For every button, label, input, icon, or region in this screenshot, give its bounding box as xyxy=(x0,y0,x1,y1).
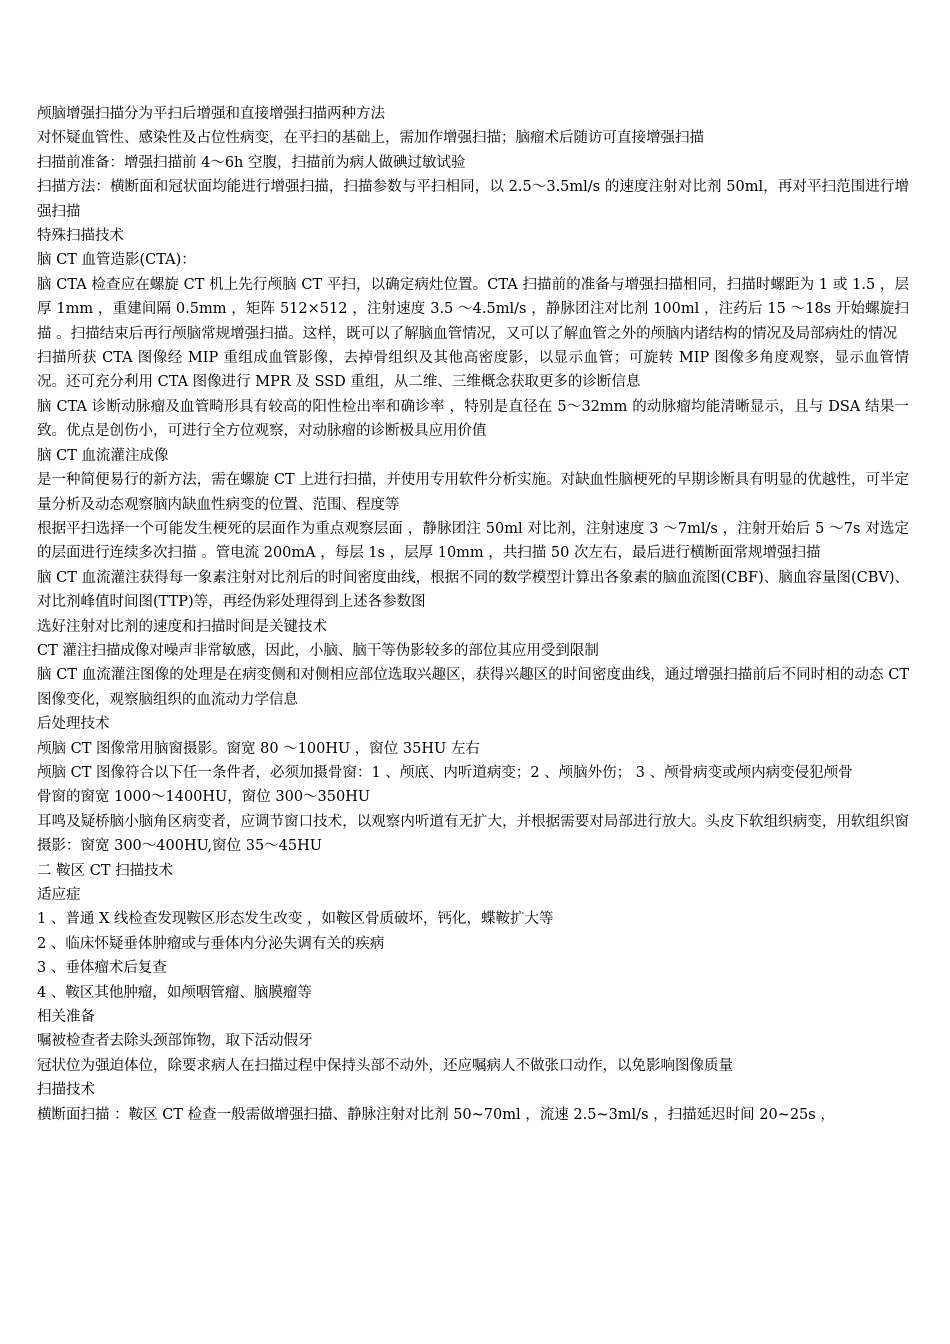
heading-post-processing: 后处理技术 xyxy=(37,716,110,733)
heading-scan-technique: 扫描技术 xyxy=(37,1082,95,1099)
paragraph-enhanced-scan-indications: 对怀疑血管性、感染性及占位性病变，在平扫的基础上，需加作增强扫描；脑瘤术后随访可直接增强扫描 xyxy=(37,130,704,147)
paragraph-perfusion-processing: 脑 CT 血流灌注图像的处理是在病变侧和对侧相应部位选取兴趣区，获得兴趣区的时间密度曲线，通过增强扫描前后不同时相的动态 CT 图像变化，观察脑组织的血流动力学信息 xyxy=(37,667,909,708)
paragraph-perfusion-intro: 是一种简便易行的新方法，需在螺旋 CT 上进行扫描，并使用专用软件分析实施。对缺血性脑梗死的早期诊断具有明显的优越性，可半定量分析及动态观察脑内缺血性病变的位置、范围、程度等 xyxy=(37,472,909,513)
paragraph-perfusion-maps: 脑 CT 血流灌注获得每一象素注射对比剂后的时间密度曲线，根据不同的数学模型计算出各象素的脑血流图(CBF)、脑血容量图(CBV)、对比剂峰值时间图(TTP)等，再经伪彩处理得到上述各参数图 xyxy=(37,569,909,611)
heading-cta: 脑 CT 血管造影(CTA)： xyxy=(37,252,196,269)
paragraph-remove-accessories: 嘱被检查者去除头颈部饰物，取下活动假牙 xyxy=(37,1033,313,1050)
heading-special-scan-techniques: 特殊扫描技术 xyxy=(37,228,124,245)
paragraph-bone-window-conditions: 颅脑 CT 图像符合以下任一条件者，必须加摄骨窗：1 、颅底、内听道病变；2 、颅脑外伤； 3 、颅骨病变或颅内病变侵犯颅骨 xyxy=(37,764,853,781)
paragraph-cta-diagnosis: 脑 CTA 诊断动脉瘤及血管畸形具有较高的阳性检出率和确诊率 ，特别是直径在 5～32mm 的动脉瘤均能清晰显示，且与 DSA 结果一致。优点是创伤小，可进行全方位观察，对动脉瘤的诊断极具应用价值 xyxy=(37,398,909,440)
paragraph-scan-preparation: 扫描前准备：增强扫描前 4～6h 空腹，扫描前为病人做碘过敏试验 xyxy=(37,154,466,171)
list-item-indication-1: 1 、普通 X 线检查发现鞍区形态发生改变 ，如鞍区骨质破坏，钙化，蝶鞍扩大等 xyxy=(37,911,554,928)
list-item-indication-4: 4 、鞍区其他肿瘤，如颅咽管瘤、脑膜瘤等 xyxy=(37,984,312,1001)
paragraph-soft-tissue-window: 耳鸣及疑桥脑小脑角区病变者，应调节窗口技术，以观察内听道有无扩大，并根据需要对局部进行放大。头皮下软组织病变，用软组织窗摄影：窗宽 300～400HU,窗位 35～45HU xyxy=(37,813,909,855)
paragraph-bone-window-settings: 骨窗的窗宽 1000～1400HU，窗位 300～350HU xyxy=(37,789,371,806)
paragraph-cta-reconstruction: 扫描所获 CTA 图像经 MIP 重组成血管影像，去掉骨组织及其他高密度影，以显示血管；可旋转 MIP 图像多角度观察，显示血管情况。还可充分利用 CTA 图像进行 MPR 及 SSD 重组，从二维、三维概念获取更多的诊断信息 xyxy=(37,350,909,391)
paragraph-coronal-position: 冠状位为强迫体位，除要求病人在扫描过程中保持头部不动外，还应嘱病人不做张口动作，以免影响图像质量 xyxy=(37,1057,733,1074)
list-item-indication-3: 3 、垂体瘤术后复查 xyxy=(37,960,167,977)
paragraph-noise-sensitivity: CT 灌注扫描成像对噪声非常敏感，因此，小脑、脑干等伪影较多的部位其应用受到限制 xyxy=(37,642,599,659)
paragraph-brain-window: 颅脑 CT 图像常用脑窗摄影。窗宽 80 ～100HU ，窗位 35HU 左右 xyxy=(37,740,480,757)
paragraph-enhanced-scan-methods: 颅脑增强扫描分为平扫后增强和直接增强扫描两种方法 xyxy=(37,106,385,122)
paragraph-cta-procedure: 脑 CTA 检查应在螺旋 CT 机上先行颅脑 CT 平扫，以确定病灶位置。CTA 扫描前的准备与增强扫描相同，扫描时螺距为 1 或 1.5 ，层厚 1mm ，重建间隔 0.5mm ，矩阵 512×512 ，注射速度 3.5 ～4.5ml/s ，静脉团注对比剂 100ml ，注药后 15 ～18s 开始螺旋扫描 。扫描结束后再行颅脑常规增强扫描。这样，既可以了解脑血管情况，又可以了解血管之外的颅脑内诸结构的情况及局部病灶的情况 xyxy=(37,276,909,342)
paragraph-perfusion-procedure: 根据平扫选择一个可能发生梗死的层面作为重点观察层面 ，静脉团注 50ml 对比剂，注射速度 3 ～7ml/s ，注射开始后 5 ～7s 对选定的层面进行连续多次扫描 。管电流 200mA ，每层 1s ，层厚 10mm ，共扫描 50 次左右，最后进行横断面常规增强扫描 xyxy=(37,520,909,562)
heading-sellar-ct: 二 鞍区 CT 扫描技术 xyxy=(37,862,174,879)
heading-indications: 适应症 xyxy=(37,887,81,903)
paragraph-scan-method: 扫描方法：横断面和冠状面均能进行增强扫描，扫描参数与平扫相同，以 2.5～3.5ml/s 的速度注射对比剂 50ml，再对平扫范围进行增强扫描 xyxy=(37,179,909,220)
paragraph-axial-scan: 横断面扫描 ：鞍区 CT 检查一般需做增强扫描、静脉注射对比剂 50~70ml ，流速 2.5~3ml/s ，扫描延迟时间 20~25s ， xyxy=(37,1106,835,1123)
document-page xyxy=(37,102,909,1127)
list-item-indication-2: 2 、临床怀疑垂体肿瘤或与垂体内分泌失调有关的疾病 xyxy=(37,935,385,952)
heading-perfusion-imaging: 脑 CT 血流灌注成像 xyxy=(37,447,169,464)
heading-preparation: 相关准备 xyxy=(37,1009,95,1026)
paragraph-key-technique: 选好注射对比剂的速度和扫描时间是关键技术 xyxy=(37,618,327,635)
